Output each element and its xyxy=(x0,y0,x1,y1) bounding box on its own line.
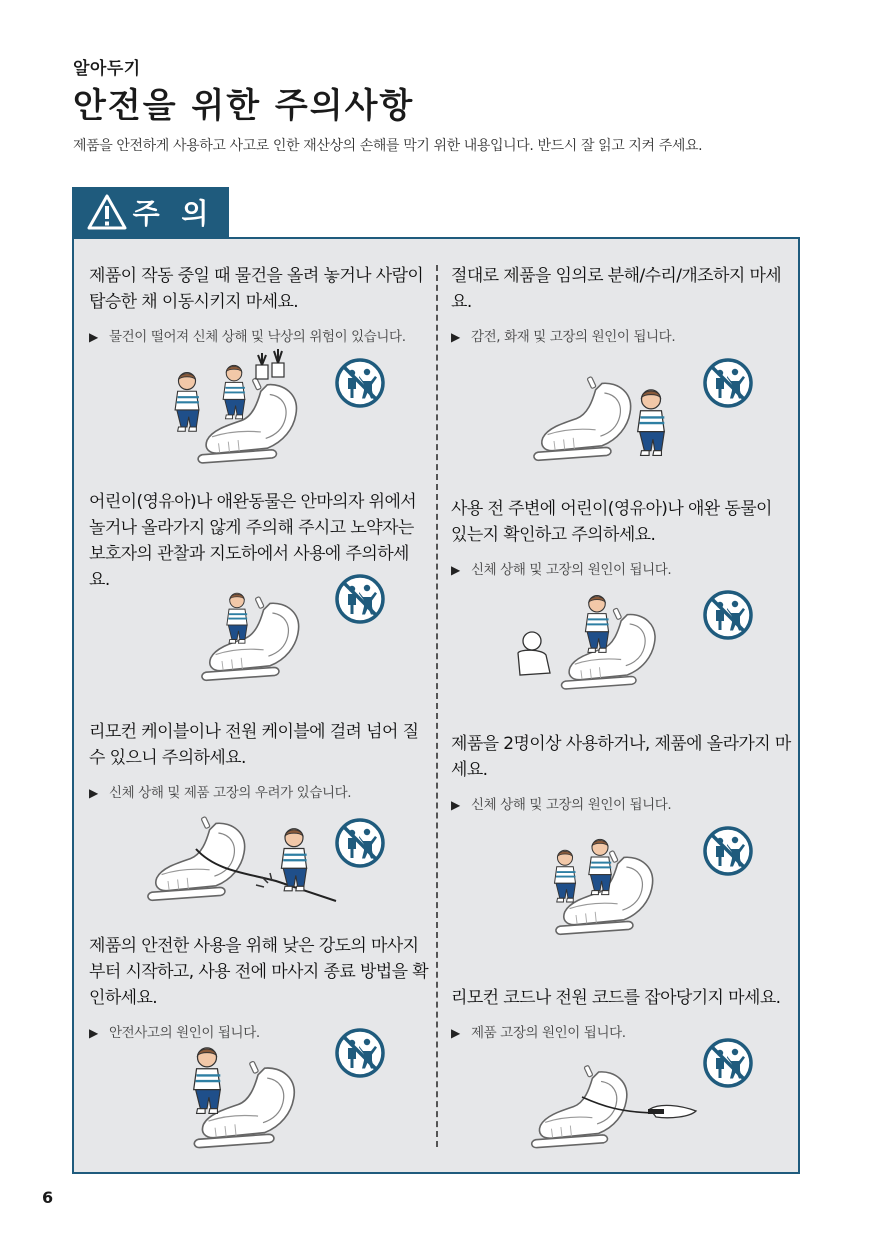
section-label: 알아두기 xyxy=(73,59,141,79)
caution-item-title: 리모컨 케이블이나 전원 케이블에 걸려 넘어 질 수 있으니 주의하세요. xyxy=(89,722,419,768)
caution-item-title: 절대로 제품을 임의로 분해/수리/개조하지 마세요. xyxy=(451,266,782,312)
caution-item-note: ▶ 안전사고의 원인이 됩니다. xyxy=(89,1023,429,1043)
caution-item-2 xyxy=(451,263,791,347)
caution-item-note: ▶ 감전, 화재 및 고장의 원인이 됩니다. xyxy=(451,327,791,347)
caution-item-title: 제품이 작동 중일 때 물건을 올려 놓거나 사람이 탑승한 채 이동시키지 마세요. xyxy=(89,266,424,312)
page-title: 안전을 위한 주의사항 xyxy=(73,86,415,126)
caution-item-title: 어린이(영유아)나 애완동물은 안마의자 위에서 놀거나 올라가지 않게 주의해 주시고 노약자는 보호자의 관찰과 지도하에서 사용에 주의하세요. xyxy=(89,492,417,590)
caution-item-note: ▶ 제품 고장의 원인이 됩니다. xyxy=(451,1023,791,1043)
caution-item-note: ▶ 신체 상해 및 제품 고장의 우려가 있습니다. xyxy=(89,783,429,803)
caution-item-title: 리모컨 코드나 전원 코드를 잡아당기지 마세요. xyxy=(451,988,781,1008)
no-children-icon xyxy=(702,825,754,877)
page-number: 6 xyxy=(42,1188,54,1207)
no-children-icon xyxy=(702,1037,754,1089)
caution-header xyxy=(72,187,229,237)
caution-item-title: 제품의 안전한 사용을 위해 낮은 강도의 마사지부터 시작하고, 사용 전에 마사지 종료 방법을 확인하세요. xyxy=(89,936,429,1008)
no-children-icon xyxy=(334,573,386,625)
caution-item-note: ▶ 물건이 떨어져 신체 상해 및 낙상의 위험이 있습니다. xyxy=(89,327,429,347)
tripping-over-cable-illustration xyxy=(136,811,346,915)
caution-panel xyxy=(72,237,800,1174)
caution-item-6 xyxy=(451,731,791,815)
caution-item-note: ▶ 신체 상해 및 고장의 원인이 됩니다. xyxy=(451,795,791,815)
no-children-icon xyxy=(334,1027,386,1079)
pulling-cord-illustration xyxy=(520,1059,700,1163)
warning-triangle-icon xyxy=(87,194,127,230)
caution-item-4 xyxy=(451,496,791,580)
caution-item-title: 제품을 2명이상 사용하거나, 제품에 올라가지 마세요. xyxy=(451,734,791,780)
column-divider xyxy=(436,265,438,1147)
chair-with-kids-and-pots-illustration xyxy=(168,345,308,475)
caution-item-note: ▶ 신체 상해 및 고장의 원인이 됩니다. xyxy=(451,560,791,580)
no-disassembly-icon xyxy=(702,357,754,409)
caution-item-8 xyxy=(451,985,791,1043)
caution-label: 주 의 xyxy=(132,197,215,230)
child-on-chair-illustration xyxy=(190,591,310,693)
two-kids-on-chair-illustration xyxy=(544,837,664,947)
caution-item-1 xyxy=(89,263,429,347)
chair-with-person-illustration xyxy=(522,371,672,475)
caution-item-5 xyxy=(89,719,429,803)
page-subtitle: 제품을 안전하게 사용하고 사고로 인한 재산상의 손해를 막기 위한 내용입니다. 반드시 잘 읽고 지켜 주세요. xyxy=(73,138,703,154)
no-children-icon xyxy=(702,589,754,641)
caution-item-title: 사용 전 주변에 어린이(영유아)나 애완 동물이 있는지 확인하고 주의하세요. xyxy=(451,499,772,545)
no-children-icon xyxy=(334,817,386,869)
child-and-toddler-near-chair-illustration xyxy=(510,593,666,705)
no-children-icon xyxy=(334,357,386,409)
child-in-chair-illustration xyxy=(176,1045,306,1161)
